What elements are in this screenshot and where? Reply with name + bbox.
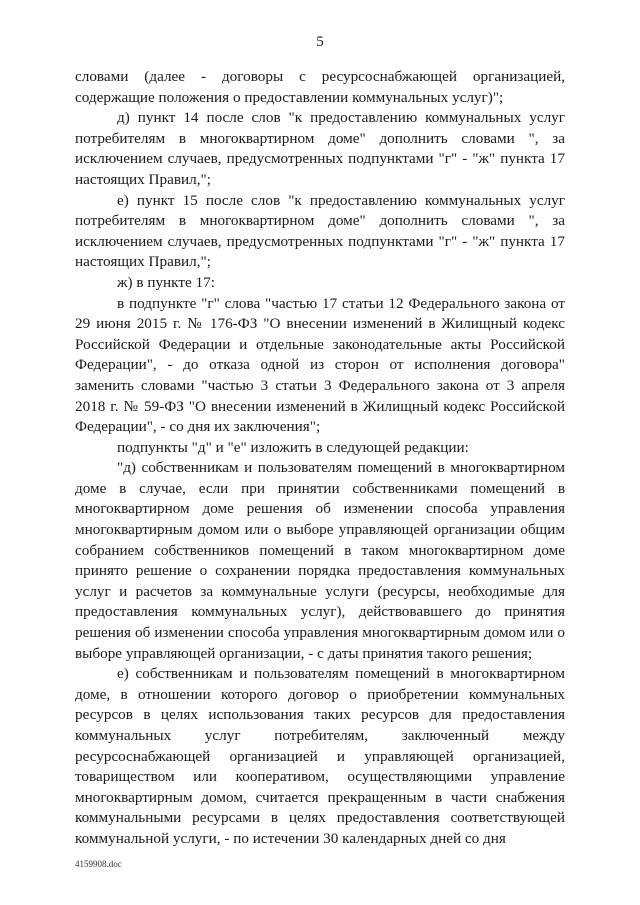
paragraph: д) пункт 14 после слов "к предоставлению коммунальных услуг потребителям в многоквартирном доме" дополнить словами ", за исключением случаев, предусмотренных подпунктами "г" - "ж" пункта 17 настоящих Правил,"; bbox=[75, 109, 565, 188]
paragraph: словами (далее - договоры с ресурсоснабжающей организацией, содержащие положения о предоставлении коммунальных услуг)"; bbox=[75, 68, 565, 106]
paragraph: е) собственникам и пользователям помещений в многоквартирном доме, в отношении которого договор о приобретении коммунальных ресурсов в целях использования таких ресурсов для предоставления коммунальных услуг потребителям, заключенный между ресурсоснабжающей организацией и управляющей организацией, товариществом или кооперативом, осуществляющими управление многоквартирным домом, считается прекращенным в части снабжения коммунальными ресурсами в целях предоставления соответствующей коммунальной услуги, - по истечении 30 календарных дней со дня bbox=[75, 665, 565, 847]
paragraph: в подпункте "г" слова "частью 17 статьи 12 Федерального закона от 29 июня 2015 г. № 176-ФЗ "О внесении изменений в Жилищный кодекс Российской Федерации и отдельные законодательные акты Российской Федерации", - до отказа одной из сторон от исполнения договора" заменить словами "частью 3 статьи 3 Федерального закона от 3 апреля 2018 г. № 59-ФЗ "О внесении изменений в Жилищный кодекс Российской Федерации", - со дня их заключения"; bbox=[75, 294, 565, 436]
page-number: 5 bbox=[316, 34, 324, 50]
paragraph: е) пункт 15 после слов "к предоставлению коммунальных услуг потребителям в многоквартирном доме" дополнить словами ", за исключением случаев, предусмотренных подпунктами "г" - "ж" пункта 17 настоящих Правил,"; bbox=[75, 191, 565, 271]
paragraph: подпункты "д" и "е" изложить в следующей редакции: bbox=[117, 438, 469, 456]
paragraph: "д) собственникам и пользователям помещений в многоквартирном доме в случае, если при принятии собственниками помещений в многоквартирном доме решения об изменении способа управления многоквартирным домом или о выборе управляющей организации общим собранием собственников помещений в таком многоквартирном доме принято решение о сохранении порядка предоставления коммунальных услуг и расчетов за коммунальные услуги (ресурсы, необходимые для предоставления коммунальных услуг), действовавшего до принятия решения об изменении способа управления многоквартирным домом или о выборе управляющей организации, - с даты принятия такого решения; bbox=[75, 459, 565, 662]
document-body bbox=[75, 67, 565, 850]
footer-filename: 4159908.doc bbox=[75, 859, 122, 869]
paragraph: ж) в пункте 17: bbox=[117, 273, 215, 291]
